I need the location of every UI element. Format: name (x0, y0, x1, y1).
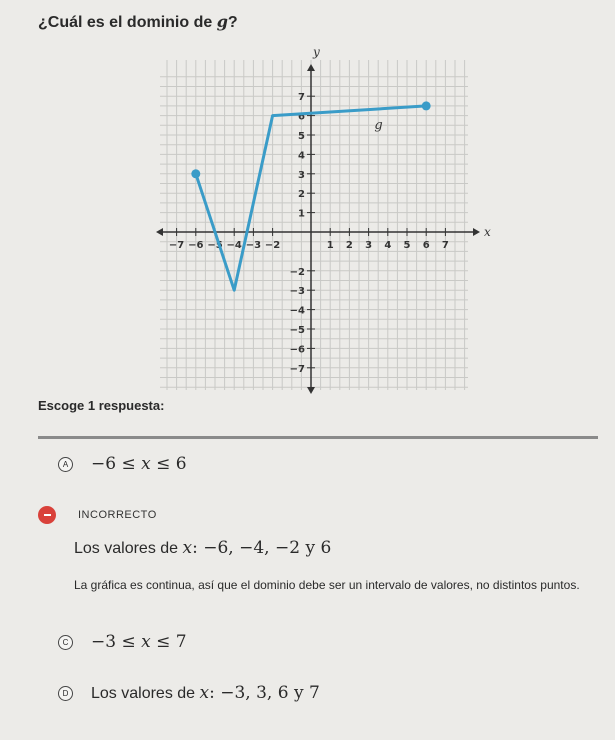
selected-answer: Los valores de x: −6, −4, −2 y 6 (74, 538, 332, 558)
x-tick-label: −7 (168, 240, 185, 251)
feedback-explanation: La gráfica es continua, así que el dominio debe ser un intervalo de valores, no distintos puntos. (74, 578, 580, 592)
x-tick-label: 7 (441, 240, 449, 251)
y-tick-label: −2 (289, 266, 305, 278)
y-tick-label: 5 (298, 131, 305, 142)
feedback-label: INCORRECTO (78, 509, 157, 521)
divider (38, 436, 598, 439)
y-axis-label: y (313, 45, 320, 59)
option-d-text: Los valores de x: −3, 3, 6 y 7 (91, 683, 320, 703)
x-axis-label: x (484, 225, 491, 239)
answer-prompt: Escoge 1 respuesta: (38, 398, 165, 413)
option-a-letter: A (58, 457, 73, 472)
y-tick-label: −3 (289, 286, 305, 298)
x-tick-label: 5 (403, 240, 411, 251)
x-tick-label: −4 (226, 240, 242, 251)
incorrect-feedback (38, 506, 157, 524)
x-tick-label: 4 (384, 240, 392, 251)
question-var: g (216, 12, 228, 31)
x-tick-label: 2 (345, 240, 353, 251)
question-suffix: ? (227, 14, 238, 31)
option-d-letter: D (58, 686, 73, 701)
y-tick-label: −6 (289, 344, 305, 356)
x-tick-label: 6 (422, 240, 430, 251)
question-prefix: ¿Cuál es el dominio de (38, 14, 217, 31)
y-tick-label: 6 (298, 111, 305, 123)
option-c-text: −3 ≤ x ≤ 7 (91, 632, 187, 652)
series-g-endpoint (191, 169, 200, 178)
x-tick-label: 1 (326, 240, 334, 251)
y-tick-label: 2 (298, 189, 305, 201)
y-tick-label: 4 (298, 150, 305, 162)
graph-axes (156, 45, 491, 394)
x-tick-label: −2 (264, 240, 281, 251)
incorrect-icon (38, 506, 56, 524)
option-a[interactable] (58, 454, 187, 474)
x-axis-arrow-right (473, 228, 480, 236)
option-a-text: −6 ≤ x ≤ 6 (91, 454, 187, 474)
series-g-endpoint (422, 101, 431, 110)
y-tick-label: 7 (298, 92, 305, 104)
x-tick-label: −3 (245, 240, 262, 251)
y-tick-label: −7 (289, 363, 305, 375)
y-tick-label: −5 (289, 325, 305, 336)
y-tick-label: 3 (298, 169, 305, 181)
x-axis-arrow-left (156, 228, 163, 236)
x-tick-label: −5 (207, 240, 223, 251)
graph-grid (160, 60, 468, 390)
y-axis-arrow-up (307, 64, 315, 71)
series-g-label: g (374, 118, 383, 134)
option-c[interactable] (58, 632, 187, 652)
option-d[interactable] (58, 683, 320, 703)
x-tick-label: −6 (188, 240, 204, 251)
y-tick-label: −4 (289, 305, 305, 317)
option-c-letter: C (58, 635, 73, 650)
y-axis-arrow-down (307, 387, 315, 394)
y-tick-label: 1 (298, 208, 305, 220)
x-tick-label: 3 (365, 240, 373, 251)
